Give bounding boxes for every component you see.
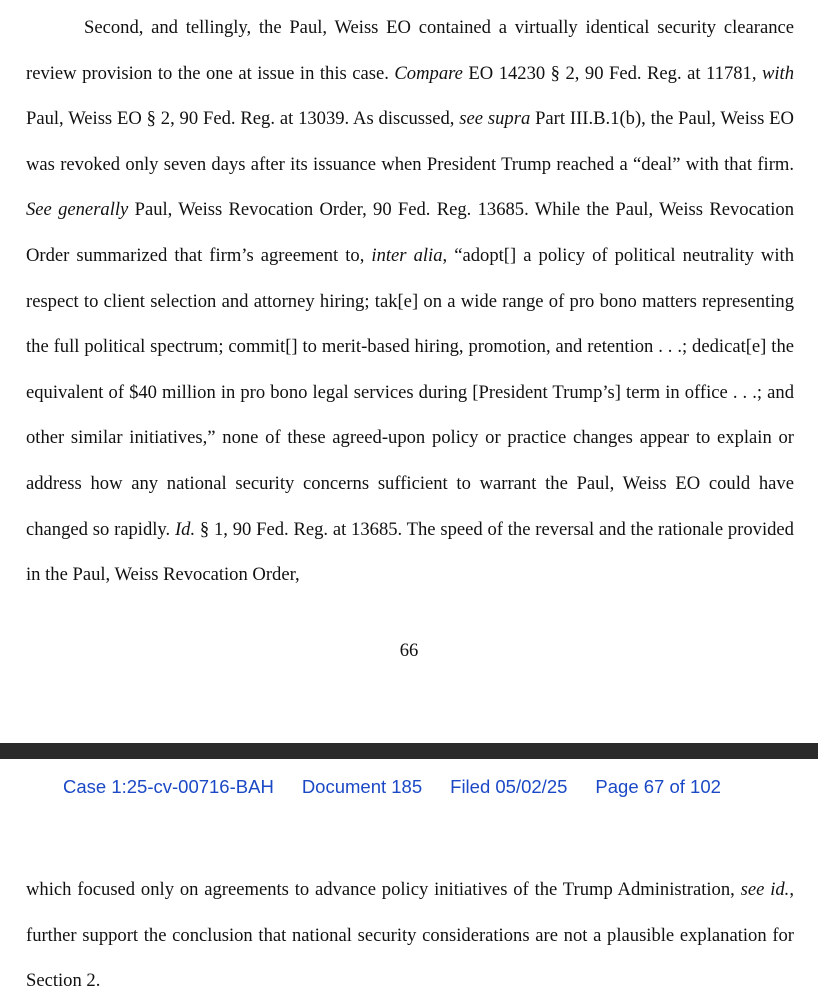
case-number: Case 1:25-cv-00716-BAH — [63, 776, 274, 797]
document-number: Document 185 — [301, 776, 423, 797]
text-run: which focused only on agreements to advance policy initiatives of the Trump Administration, — [26, 879, 741, 900]
italic-signal: inter alia — [371, 244, 443, 266]
page-number: 66 — [399, 640, 419, 661]
italic-signal: Compare — [394, 62, 463, 84]
page-break-divider — [0, 743, 818, 759]
case-header — [63, 776, 803, 798]
filed-date: Filed 05/02/25 — [450, 776, 568, 797]
body-paragraph-top — [26, 5, 794, 598]
italic-signal: See generally — [26, 199, 129, 221]
text-run: Paul, Weiss Revocation Order, 90 Fed. Reg. 13685. While the Paul, Weiss Revocation Order summarized that firm’s agreement to, — [26, 199, 794, 266]
italic-signal: see id. — [740, 879, 790, 900]
text-run: EO 14230 § 2, 90 Fed. Reg. at 11781, — [462, 62, 762, 84]
text-run: Part III.B.1(b), the Paul, Weiss EO was revoked only seven days after its issuance when President Trump reached a “deal” with that firm. — [26, 108, 794, 175]
page-count: Page 67 of 102 — [595, 776, 721, 797]
body-paragraph-bottom — [26, 867, 794, 1004]
italic-signal: with — [761, 62, 795, 84]
italic-signal: Id. — [174, 518, 196, 540]
text-run: § 1, 90 Fed. Reg. at 13685. The speed of the reversal and the rationale provided in the Paul, Weiss Revocation Order, — [26, 518, 794, 586]
text-run: Second, and tellingly, the Paul, Weiss EO contained a virtually identical security clearance review provision to the one at issue in this case. — [26, 17, 794, 84]
text-run: , “adopt[] a policy of political neutrality with respect to client selection and attorney hiring; tak[e] on a wide range of pro bono matters representing the full political spectrum; commit[] to merit-based hiring, promotion, and retention . . .; dedicat[e] the equivalent of $40 million in pro bono legal services during [President Trump’s] term in office . . .; and other similar initiatives,” none of these agreed-upon policy or practice changes appear to explain or address how any national security concerns sufficient to warrant the Paul, Weiss EO could have changed so rapidly. — [26, 244, 794, 540]
text-run: Paul, Weiss EO § 2, 90 Fed. Reg. at 13039. As discussed, — [26, 108, 460, 130]
italic-signal: see supra — [459, 108, 531, 130]
text-run: , further support the conclusion that national security considerations are not a plausible explanation for Section 2. — [26, 879, 794, 992]
